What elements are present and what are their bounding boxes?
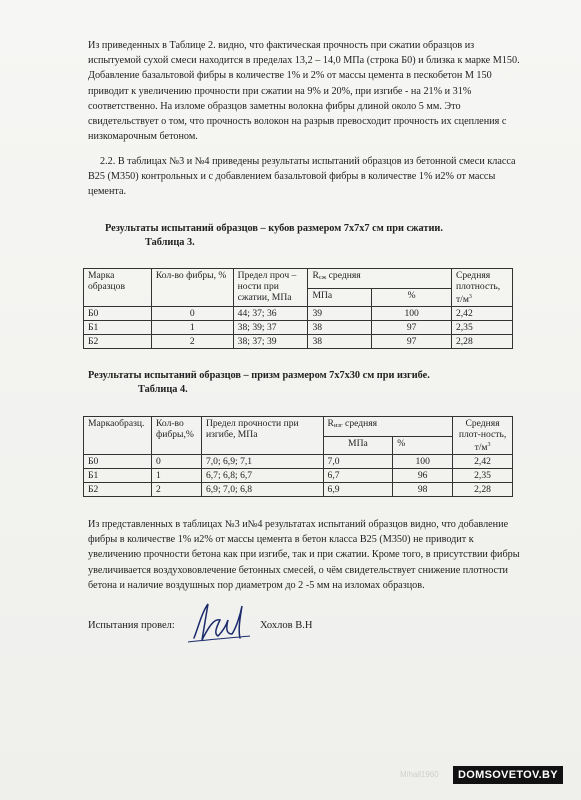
signatory-name: Хохлов В.Н [260, 620, 313, 631]
cell-limit: 6,7; 6,8; 6,7 [201, 469, 323, 483]
cell-fiber: 1 [151, 469, 201, 483]
table-row [84, 307, 513, 321]
table4-heading: Результаты испытаний образцов – призм размером 7х7х30 см при изгибе. [88, 370, 430, 381]
header-fiber: Кол-во фибры,% [151, 417, 201, 455]
header-density: Средняя плотность, $т/м^3$ [451, 269, 512, 307]
paragraph-1: Из приведенных в Таблице 2. видно, что фактическая прочность при сжатии образцов из испытуемой сухой смеси находится в пределах 13,2 – 14,0 МПа (строка Б0) и близка к марке М150. Добавление базальтовой фибры в количестве 1% и 2% от массы цемента в пескобетон М 150 приводит к увеличению прочности при сжатии на 9% и 20%, при изгибе - на 21% и 31% соответственно. На изломе образцов заметны волокна фибры длиной около 5 мм. Это свидетельствует о том, что прочность волокон на разрыв превосходит прочность их сцепления с низкомарочным бетоном. [88, 40, 520, 143]
cell-mpa: 38 [308, 335, 372, 349]
paragraph-3: Из представленных в таблицах №3 и№4 результатах испытаний образцов видно, что добавление фибры в количестве 1% и2% от массы цемента в бетон класса В25 (М350) не приводит к увеличению прочности бетона как при изгибе, так и при сжатии. Кроме того, в присутствии фибры увеличивается воздухововлечение бетонных смесей, о чём свидетельствует снижение плотности бетона и наличие воздушных пор диаметром до 2 -5 мм на изломах образцов. [88, 519, 520, 591]
header-limit: Предел прочности при изгибе, МПа [201, 417, 323, 455]
table4-caption: Таблица 4. [138, 384, 188, 395]
table-row [84, 335, 513, 349]
cell-percent: 98 [393, 483, 453, 497]
handwritten-signature [180, 598, 260, 648]
header-mpa: МПа [323, 437, 393, 455]
table-row [84, 483, 513, 497]
cell-mark: Б2 [84, 483, 152, 497]
cell-percent: 97 [372, 335, 452, 349]
table3-caption: Таблица 3. [145, 237, 195, 248]
cell-limit: 38; 39; 37 [233, 321, 308, 335]
cell-density: 2,42 [453, 455, 513, 469]
cell-percent: 100 [372, 307, 452, 321]
watermark-user: Mihail1960 [400, 770, 439, 779]
cell-fiber: 0 [151, 455, 201, 469]
table3-heading: Результаты испытаний образцов – кубов размером 7х7х7 см при сжатии. [105, 223, 443, 234]
header-mark: Марка образцов [84, 269, 152, 307]
cell-mpa: 6,9 [323, 483, 393, 497]
cell-mark: Б0 [84, 307, 152, 321]
cell-density: 2,28 [453, 483, 513, 497]
cell-fiber: 2 [151, 483, 201, 497]
cell-limit: 7,0; 6,9; 7,1 [201, 455, 323, 469]
header-mpa: МПа [308, 289, 372, 307]
cell-fiber: 1 [151, 321, 233, 335]
cell-mark: Б2 [84, 335, 152, 349]
header-r-average: Rизг средняя [323, 417, 453, 437]
cell-mark: Б0 [84, 455, 152, 469]
watermark-site-logo: DOMSOVETOV.BY [453, 766, 563, 784]
cell-mpa: 38 [308, 321, 372, 335]
table-4 [83, 416, 513, 497]
cell-mpa: 7,0 [323, 455, 393, 469]
cell-percent: 100 [393, 455, 453, 469]
header-percent: % [372, 289, 452, 307]
cell-density: 2,35 [453, 469, 513, 483]
header-mark: Маркаобразц. [84, 417, 152, 455]
table-header-row [84, 269, 513, 289]
table-header-row [84, 417, 513, 437]
header-density: Средняя плот-ность, $т/м^3$ [453, 417, 513, 455]
cell-mpa: 39 [308, 307, 372, 321]
table-row [84, 455, 513, 469]
paragraph-2: 2.2. В таблицах №3 и №4 приведены результаты испытаний образцов из бетонной смеси класса В25 (М350) контрольных и с добавлением базальтовой фибры в количестве 1% и2% от массы цемента. [88, 156, 516, 198]
cell-limit: 44; 37; 36 [233, 307, 308, 321]
cell-limit: 38; 37; 39 [233, 335, 308, 349]
cell-mark: Б1 [84, 321, 152, 335]
header-percent: % [393, 437, 453, 455]
cell-mark: Б1 [84, 469, 152, 483]
cell-density: 2,28 [451, 335, 512, 349]
cell-percent: 96 [393, 469, 453, 483]
cell-density: 2,35 [451, 321, 512, 335]
cell-density: 2,42 [451, 307, 512, 321]
header-fiber: Кол-во фибры, % [151, 269, 233, 307]
table-row [84, 321, 513, 335]
table-3 [83, 268, 513, 349]
cell-limit: 6,9; 7,0; 6,8 [201, 483, 323, 497]
cell-fiber: 2 [151, 335, 233, 349]
table-row [84, 469, 513, 483]
cell-fiber: 0 [151, 307, 233, 321]
cell-percent: 97 [372, 321, 452, 335]
header-limit: Предел проч – ности при сжатии, МПа [233, 269, 308, 307]
cell-mpa: 6,7 [323, 469, 393, 483]
signature-label: Испытания провел: [88, 620, 175, 631]
header-r-average: Rсж средняя [308, 269, 452, 289]
